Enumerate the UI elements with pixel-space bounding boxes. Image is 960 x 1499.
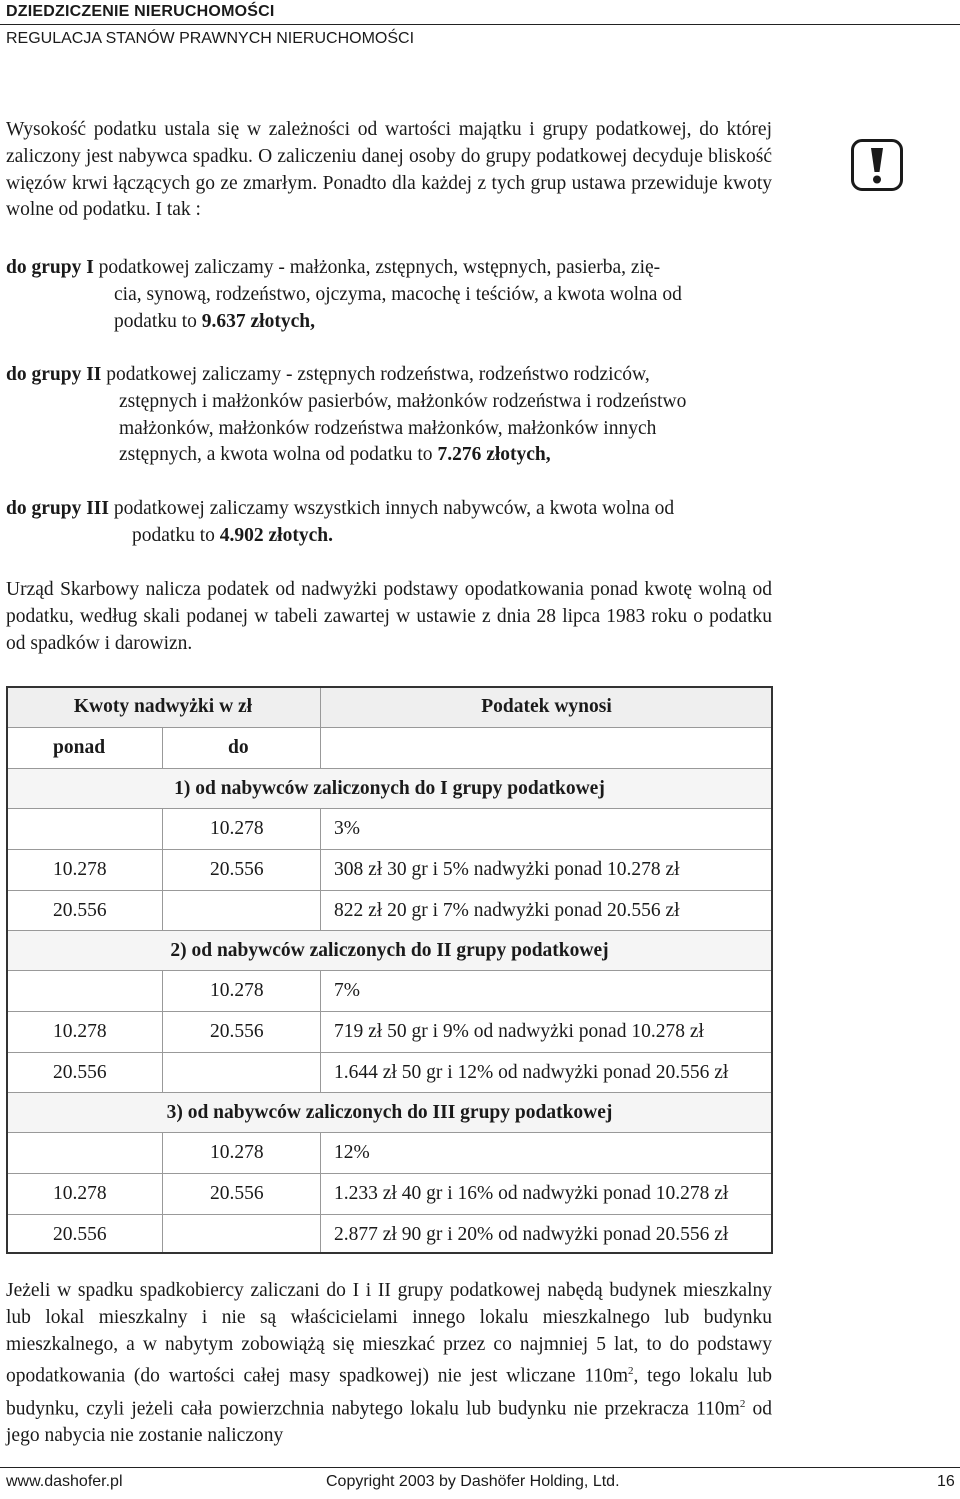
section-title: 1) od nabywców zaliczonych do I grupy podatkowej: [174, 778, 605, 799]
footer-copyright: Copyright 2003 by Dashöfer Holding, Ltd.: [326, 1473, 620, 1490]
cell-tax: 12%: [334, 1142, 370, 1163]
footer-divider: [0, 1467, 960, 1468]
running-header-subtitle: REGULACJA STANÓW PRAWNYCH NIERUCHOMOŚCI: [6, 30, 415, 47]
tax-group-3: do grupy III podatkowej zaliczamy wszystkich innych nabywców, a kwota wolna od podatku to 4.902 złotych.: [6, 498, 675, 546]
header-amounts: Kwoty nadwyżki w zł: [73, 696, 253, 717]
page-number: 16: [937, 1473, 955, 1490]
cell-tax: 3%: [334, 818, 360, 839]
housing-relief-paragraph: Jeżeli w spadku spadkobiercy zaliczani do I i II grupy podatkowej nabędą budynek mieszkalny lub lokal mieszkalny i nie są właścicielami innego lokalu mieszkalnego lub budynku mieszkalnego, a w nabytym zobowiążą się mieszkać przez co najmniej 5 lat, to do podstawy opodatkowania (do wartości całej masy spadkowej) nie jest wliczane $110m^2$, tego lokalu lub budynku, czyli jeżeli cała powierzchnia nabytego lokalu lub budynku nie przekracza $110m^2$ od jego nabycia nie zostanie naliczony: [6, 1280, 772, 1446]
cell-to: 10.278: [210, 818, 264, 839]
tax-scale-table: [6, 686, 773, 1254]
header-tax: Podatek wynosi: [481, 696, 612, 717]
cell-to: 20.556: [210, 859, 264, 880]
tax-free-amount: 4.902 złotych.: [219, 524, 333, 546]
cell-to: 20.556: [210, 1021, 264, 1042]
cell-to: 10.278: [210, 1142, 264, 1163]
cell-over: 10.278: [53, 1021, 107, 1042]
group-label: do grupy III: [6, 498, 109, 519]
cell-to: 20.556: [210, 1183, 264, 1204]
cell-over: 20.556: [53, 1224, 107, 1245]
intro-paragraph: Wysokość podatku ustala się w zależności od wartości majątku i grupy podatkowej, do której zaliczony jest nabywca spadku. O zaliczeniu danej osoby do grupy podatkowej decyduje bliskość więzów krwi łączących go ze zmarłym. Ponadto dla każdej z tych grup ustawa przewiduje kwoty wolne od podatku. I tak :: [6, 119, 772, 221]
cell-tax: 308 zł 30 gr i 5% nadwyżki ponad 10.278 zł: [334, 859, 680, 880]
cell-over: 20.556: [53, 900, 107, 921]
header-divider: [0, 24, 960, 25]
tax-free-amount: 7.276 złotych,: [437, 444, 551, 466]
tax-group-1: do grupy I podatkowej zaliczamy - małżonka, zstępnych, wstępnych, pasierba, zię- cia, synową, rodzeństwo, ojczyma, macochę i teściów, a kwota wolna od podatku to 9.637 złotych,: [6, 257, 682, 332]
cell-over: 10.278: [53, 859, 107, 880]
group-label: do grupy I: [6, 257, 94, 278]
column-over: ponad: [53, 737, 106, 758]
section-title: 2) od nabywców zaliczonych do II grupy podatkowej: [170, 940, 609, 961]
cell-over: 10.278: [53, 1183, 107, 1204]
cell-tax: 719 zł 50 gr i 9% od nadwyżki ponad 10.278 zł: [334, 1021, 704, 1042]
cell-over: 20.556: [53, 1062, 107, 1083]
cell-tax: 7%: [334, 980, 360, 1001]
tax-free-amount: 9.637 złotych,: [201, 310, 315, 332]
cell-tax: 1.644 zł 50 gr i 12% od nadwyżki ponad 20.556 zł: [334, 1062, 729, 1083]
tax-group-2: do grupy II podatkowej zaliczamy - zstępnych rodzeństwa, rodzeństwo rodziców, zstępnych i małżonków pasierbów, małżonków rodzeństwa i rodzeństwo małżonków, małżonków rodzeństwa małżonków, małżonków innych zstępnych, a kwota wolna od podatku to 7.276 złotych,: [6, 364, 687, 466]
tax-office-paragraph: Urząd Skarbowy nalicza podatek od nadwyżki podstawy opodatkowania ponad kwotę wolną od podatku, według skali podanej w tabeli zawartej w ustawie z dnia 28 lipca 1983 roku o podatku od spadków i darowizn.: [6, 579, 772, 654]
cell-tax: 1.233 zł 40 gr i 16% od nadwyżki ponad 10.278 zł: [334, 1183, 729, 1204]
column-to: do: [228, 737, 249, 758]
footer-site-link[interactable]: www.dashofer.pl: [6, 1473, 123, 1490]
cell-tax: 822 zł 20 gr i 7% nadwyżki ponad 20.556 zł: [334, 900, 680, 921]
group-label: do grupy II: [6, 364, 102, 385]
running-header-title: DZIEDZICZENIE NIERUCHOMOŚCI: [6, 3, 275, 20]
cell-to: 10.278: [210, 980, 264, 1001]
cell-tax: 2.877 zł 90 gr i 20% od nadwyżki ponad 20.556 zł: [334, 1224, 729, 1245]
section-title: 3) od nabywców zaliczonych do III grupy podatkowej: [166, 1102, 613, 1123]
exclamation-icon: [851, 139, 903, 191]
